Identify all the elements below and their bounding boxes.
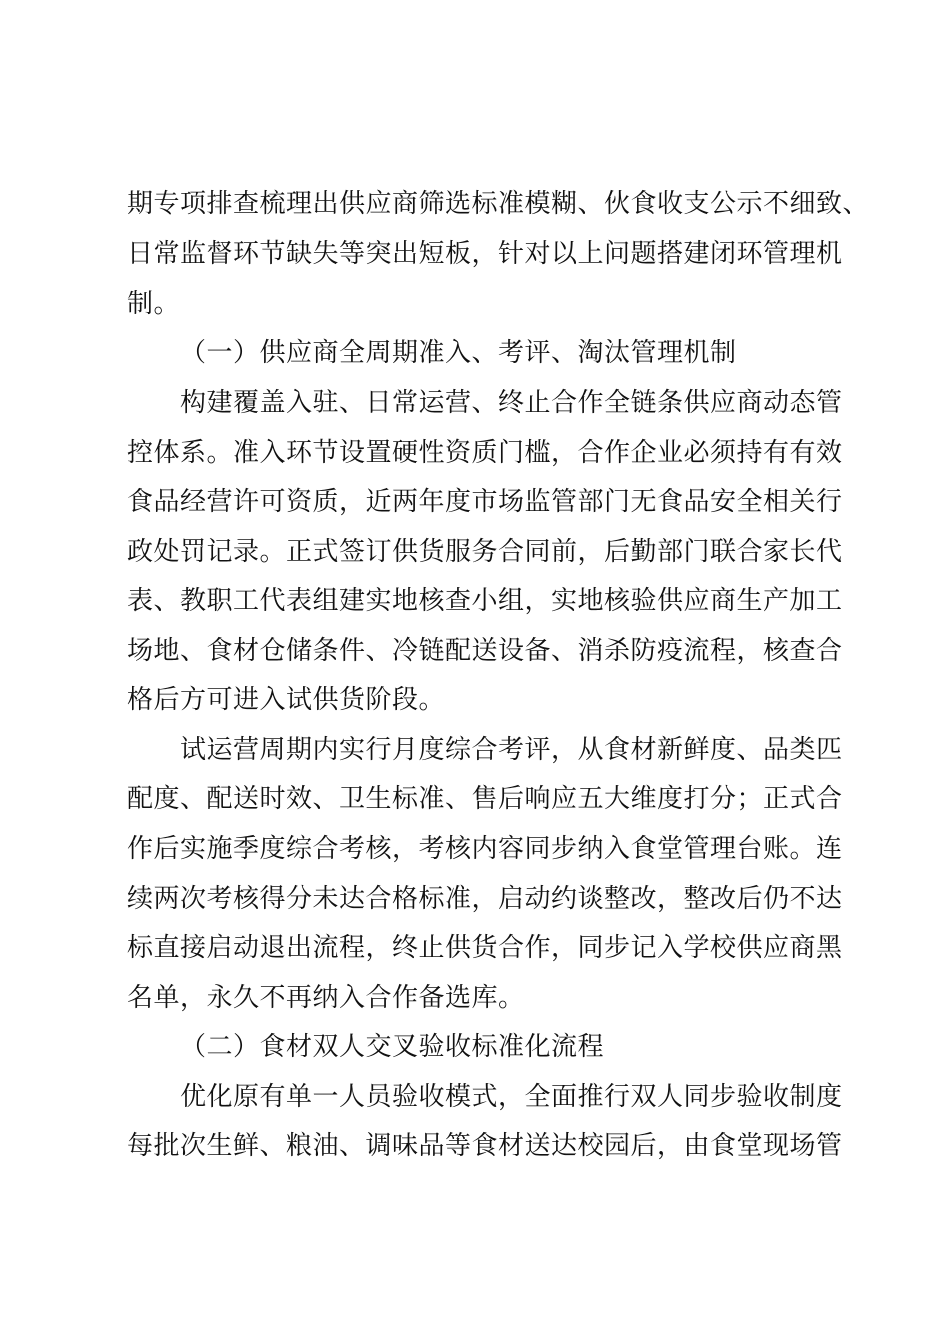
text-line-20: 每批次生鲜、粮油、调味品等食材送达校园后，由食堂现场管 bbox=[127, 1131, 843, 1161]
text-line-6: 控体系。准入环节设置硬性资质门槛，合作企业必须持有有效 bbox=[127, 438, 843, 468]
text-line-13: 配度、配送时效、卫生标准、售后响应五大维度打分；正式合 bbox=[127, 784, 843, 814]
text-line-2: 日常监督环节缺失等突出短板，针对以上问题搭建闭环管理机 bbox=[127, 239, 843, 269]
text-line-14: 作后实施季度综合考核，考核内容同步纳入食堂管理台账。连 bbox=[127, 834, 843, 864]
text-line-11: 格后方可进入试供货阶段。 bbox=[127, 685, 446, 715]
text-line-8: 政处罚记录。正式签订供货服务合同前，后勤部门联合家长代 bbox=[127, 537, 843, 567]
text-line-16: 标直接启动退出流程，终止供货合作，同步记入学校供应商黑 bbox=[127, 933, 843, 963]
text-line-9: 表、教职工代表组建实地核查小组，实地核验供应商生产加工 bbox=[127, 586, 843, 616]
section-heading-1: （一）供应商全周期准入、考评、淘汰管理机制 bbox=[180, 338, 737, 368]
text-line-10: 场地、食材仓储条件、冷链配送设备、消杀防疫流程，核查合 bbox=[127, 636, 843, 666]
text-line-3: 制。 bbox=[127, 289, 181, 319]
text-line-7: 食品经营许可资质，近两年度市场监管部门无食品安全相关行 bbox=[127, 487, 843, 517]
text-line-12: 试运营周期内实行月度综合考评，从食材新鲜度、品类匹 bbox=[180, 735, 843, 765]
text-line-1: 期专项排查梳理出供应商筛选标准模糊、伙食收支公示不细致、 bbox=[127, 189, 870, 219]
text-line-19: 优化原有单一人员验收模式，全面推行双人同步验收制度 bbox=[180, 1082, 843, 1112]
section-heading-2: （二）食材双人交叉验收标准化流程 bbox=[180, 1032, 605, 1062]
text-line-15: 续两次考核得分未达合格标准，启动约谈整改，整改后仍不达 bbox=[127, 884, 843, 914]
text-line-5: 构建覆盖入驻、日常运营、终止合作全链条供应商动态管 bbox=[180, 388, 843, 418]
text-line-17: 名单，永久不再纳入合作备选库。 bbox=[127, 983, 525, 1013]
